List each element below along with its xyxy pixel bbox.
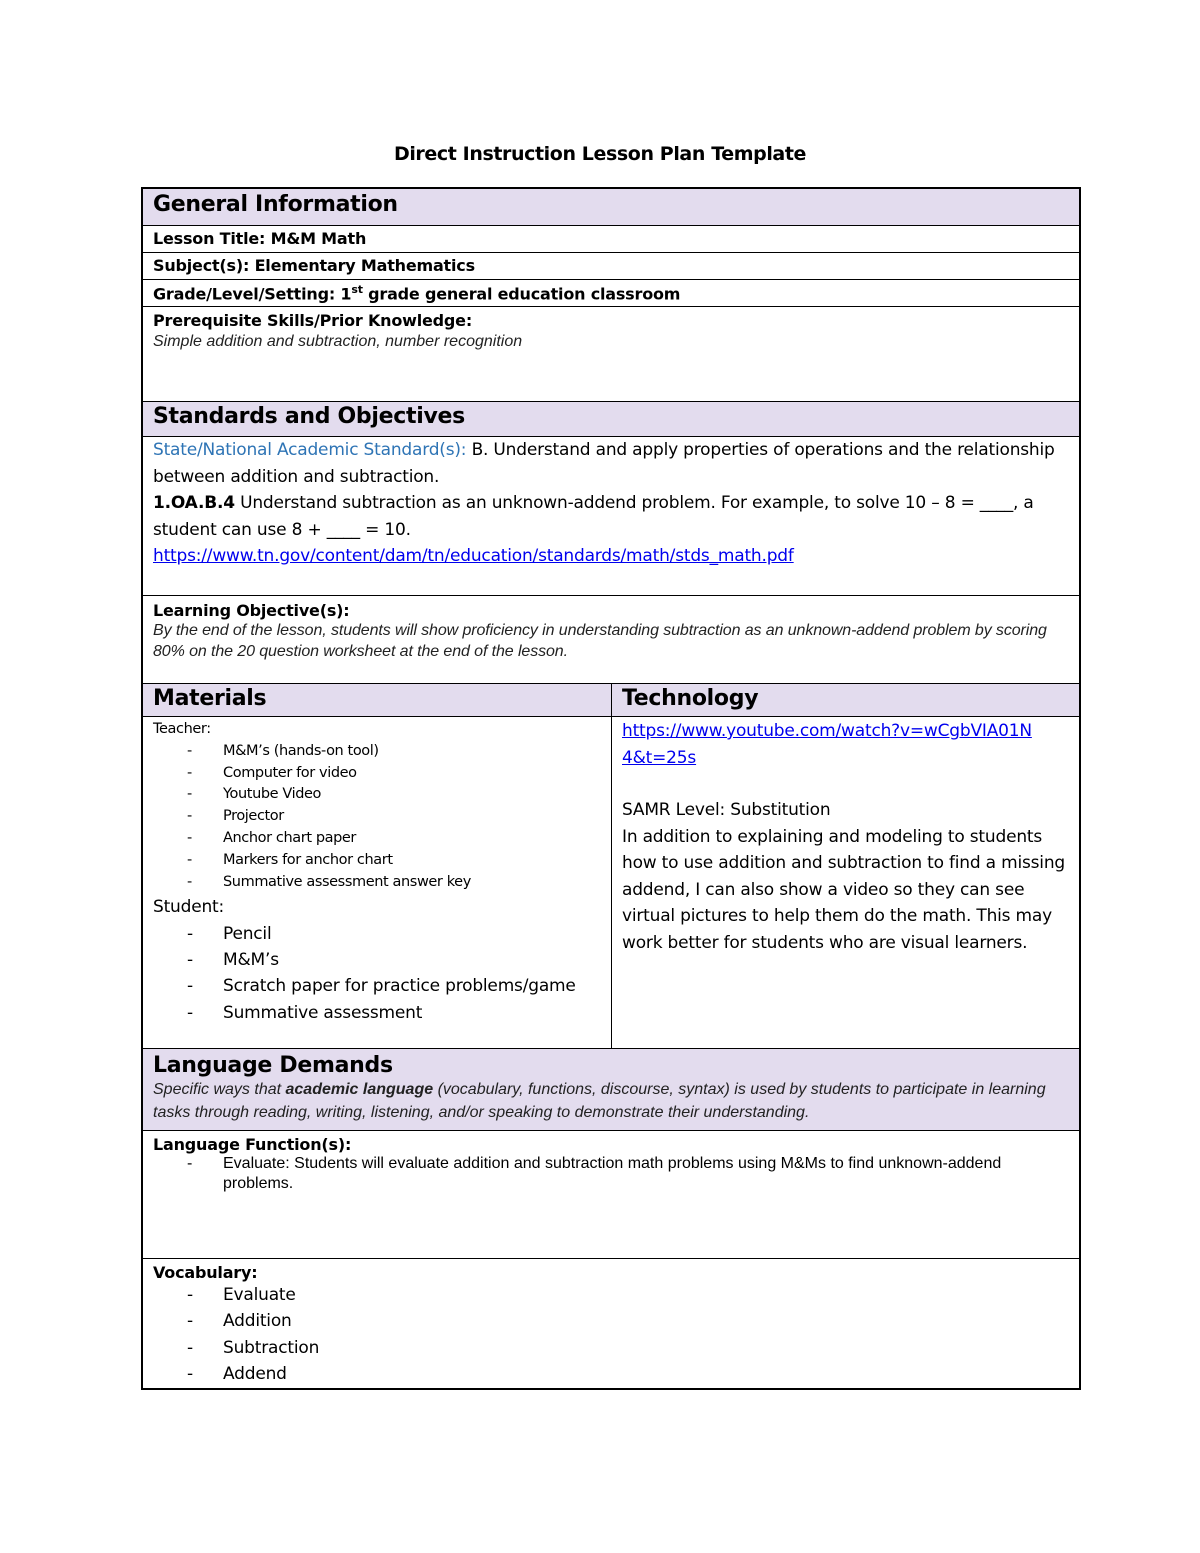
materials-title: Materials [153,686,267,711]
teacher-label: Teacher: [153,721,211,737]
youtube-video-link[interactable]: https://www.youtube.com/watch?v=wCgbVIA01N [622,721,1032,741]
list-item: - Youtube Video [153,784,611,806]
grade-label: Grade/Level/Setting: [153,284,336,304]
language-function-label: Language Function(s): [153,1135,352,1154]
list-item: - Evaluate: Students will evaluate addition and subtraction math problems using M&Ms to find unknown-addend problems. [153,1154,1039,1194]
learning-objective-label: Learning Objective(s): [153,601,350,620]
samr-level: SAMR Level: Substitution [622,800,831,820]
grade-number: 1 [340,284,352,304]
lesson-plan-table [141,187,1081,1390]
subjects-label: Subject(s): [153,256,250,275]
list-item: - M&M’s [153,947,611,973]
standard-code-text: Understand subtraction as an unknown-addend problem. For example, to solve 10 – 8 = ____, a student can use 8 + ____ = 10. [153,493,1034,540]
vocabulary-list [153,1282,1079,1387]
youtube-video-link-continued[interactable]: 4&t=25s [622,747,697,768]
technology-title: Technology [622,686,759,711]
academic-language-term: academic language [285,1081,434,1098]
materials-header [143,684,611,717]
grade-suffix: st [351,283,363,296]
list-item: - Summative assessment answer key [153,872,611,894]
materials-technology-row [143,683,1079,1048]
subjects-row [143,252,1079,279]
materials-column [143,684,612,1048]
teacher-materials-list [153,741,611,894]
standards-pdf-link[interactable]: https://www.tn.gov/content/dam/tn/education/standards/math/stds_math.pdf [153,546,794,566]
lesson-title-row [143,225,1079,252]
learning-objective-row [143,595,1079,683]
language-function-row [143,1130,1079,1258]
list-item: - Addend [153,1361,1079,1387]
language-demands-title: Language Demands [153,1053,393,1078]
vocabulary-label: Vocabulary: [153,1263,258,1282]
list-item: - Addition [153,1308,1079,1334]
list-item: - Scratch paper for practice problems/game [153,973,611,999]
language-function-list [153,1154,1039,1194]
prerequisite-label: Prerequisite Skills/Prior Knowledge: [153,311,473,330]
subjects-value: Elementary Mathematics [254,256,475,275]
student-label: Student: [153,897,225,918]
standards-title: Standards and Objectives [153,404,465,429]
lesson-title-label: Lesson Title: [153,229,266,248]
language-demands-header [143,1048,1079,1130]
prerequisite-value: Simple addition and subtraction, number recognition [153,333,523,350]
technology-description: In addition to explaining and modeling to students how to use addition and subtraction to find a missing addend, I can also show a video so they can see virtual pictures to help them do the math. This may work better for students who are visual learners. [622,826,1065,953]
prerequisite-row [143,306,1079,401]
standard-text: B. Understand and apply properties of operations and the relationship between addition and subtraction. [153,440,1055,487]
standard-code: 1.OA.B.4 [153,493,235,513]
student-materials-list [153,921,611,1026]
list-item: - Summative assessment [153,1000,611,1026]
list-item: - Projector [153,806,611,828]
technology-header [612,684,1079,717]
list-item: - Subtraction [153,1335,1079,1361]
learning-objective-text: By the end of the lesson, students will show proficiency in understanding subtraction as an unknown-addend problem by scoring 80% on the 20 question worksheet at the end of the lesson. [153,622,1047,660]
grade-row [143,279,1079,306]
general-information-title: General Information [153,192,398,217]
standards-header [143,401,1079,436]
grade-value: grade general education classroom [368,284,681,304]
list-item: - Anchor chart paper [153,828,611,850]
technology-column [612,684,1079,1048]
lesson-title-value: M&M Math [270,229,367,248]
vocabulary-row [143,1258,1079,1388]
general-information-header [143,189,1079,225]
list-item: - Evaluate [153,1282,1079,1308]
list-item: - M&M’s (hands-on tool) [153,741,611,763]
document-title: Direct Instruction Lesson Plan Template [393,143,807,165]
standard-label: State/National Academic Standard(s): [153,440,467,460]
list-item: - Computer for video [153,763,611,785]
list-item: - Pencil [153,921,611,947]
standards-body [143,436,1079,595]
language-demands-description: Specific ways that academic language (vocabulary, functions, discourse, syntax) is used by students to participate in learning tasks through reading, writing, listening, and/or speaking to demonstrate their understanding. [153,1081,1046,1121]
list-item: - Markers for anchor chart [153,850,611,872]
